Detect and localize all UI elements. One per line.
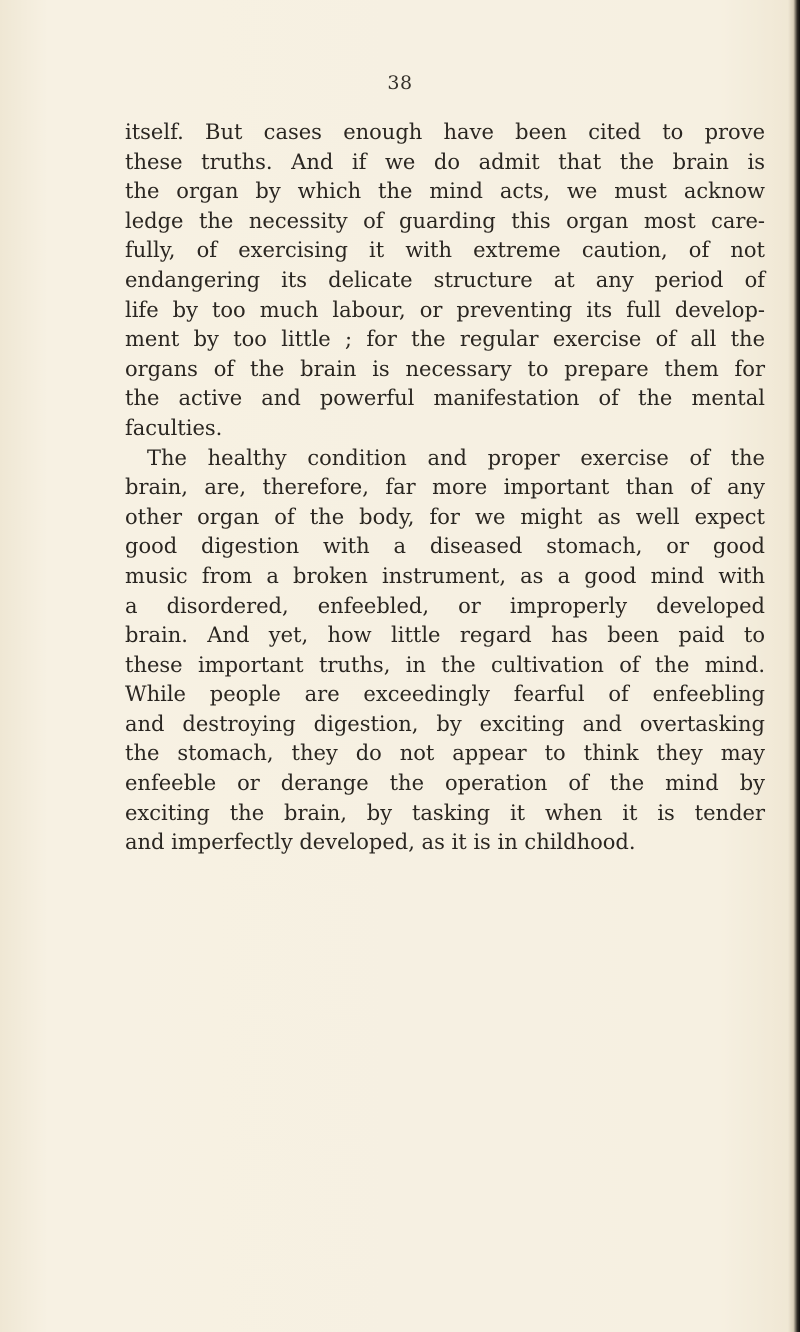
text-line: faculties.	[125, 415, 223, 440]
text-line: ledge the necessity of guarding this organ most care-	[125, 208, 765, 233]
text-line: fully, of exercising it with extreme caution, of not	[125, 238, 765, 263]
body-text	[125, 118, 765, 858]
text-line: brain. And yet, how little regard has been paid to	[125, 623, 765, 648]
text-line: these truths. And if we do admit that the brain is	[125, 149, 765, 174]
text-line: these important truths, in the cultivation of the mind.	[125, 652, 765, 677]
text-line: enfeeble or derange the operation of the mind by	[125, 771, 765, 796]
text-line: music from a broken instrument, as a good mind with	[125, 563, 765, 588]
page-edge-shadow	[788, 0, 800, 1332]
text-line: the organ by which the mind acts, we must acknow	[125, 179, 765, 204]
text-line: and destroying digestion, by exciting and overtasking	[125, 711, 765, 736]
page-number: 38	[387, 72, 413, 94]
text-line: the stomach, they do not appear to think they may	[125, 741, 765, 766]
text-line: the active and powerful manifestation of the mental	[125, 386, 765, 411]
text-line: good digestion with a diseased stomach, or good	[125, 534, 765, 559]
text-line: other organ of the body, for we might as well expect	[125, 504, 765, 529]
text-line: The healthy condition and proper exercise of the	[147, 445, 765, 470]
text-line: endangering its delicate structure at any period of	[125, 267, 765, 292]
text-line: itself. But cases enough have been cited to prove	[125, 120, 765, 144]
text-line: exciting the brain, by tasking it when it is tender	[125, 800, 765, 825]
text-line: ment by too little ; for the regular exercise of all the	[125, 327, 765, 352]
text-line: While people are exceedingly fearful of enfeebling	[125, 682, 765, 707]
text-line: a disordered, enfeebled, or improperly developed	[125, 593, 765, 618]
text-line: organs of the brain is necessary to prepare them for	[125, 356, 765, 381]
text-line: life by too much labour, or preventing its full develop-	[125, 297, 765, 322]
text-line: and imperfectly developed, as it is in childhood.	[125, 830, 636, 855]
text-line: brain, are, therefore, far more important than of any	[125, 475, 765, 500]
